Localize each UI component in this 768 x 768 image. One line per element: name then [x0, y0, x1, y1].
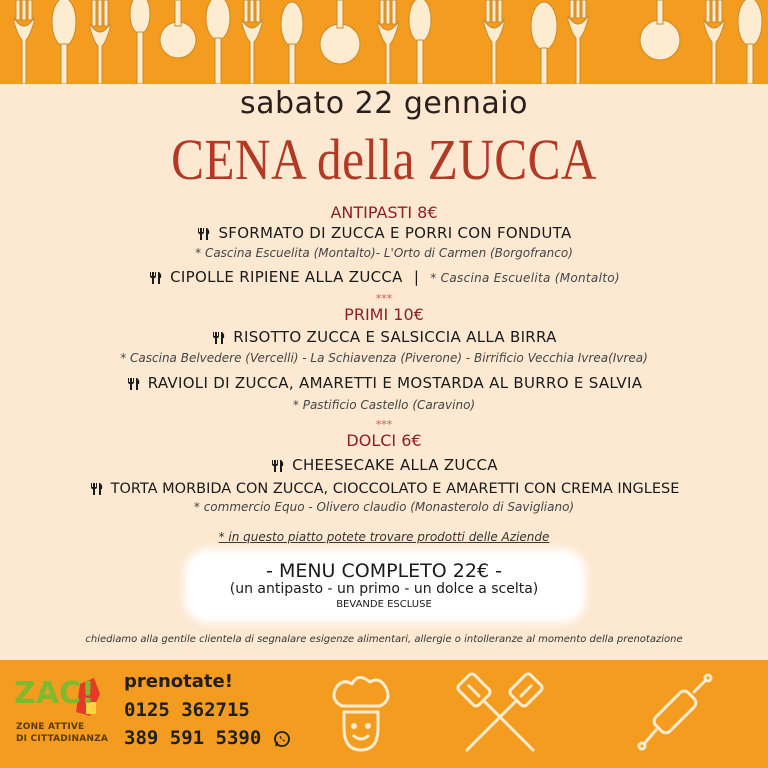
menu-complete-subtitle: (un antipasto - un primo - un dolce a scelta) — [229, 581, 539, 597]
spoon-icon — [281, 2, 303, 84]
spoon-icon — [52, 0, 76, 84]
menu-drinks-note: BEVANDE ESCLUSE — [336, 599, 432, 610]
cutlery-icon — [196, 227, 212, 241]
dish-supplier: * Pastificio Castello (Caravino) — [292, 398, 476, 412]
dish-row — [0, 268, 768, 286]
fork-icon — [14, 0, 34, 84]
event-date: sabato 22 gennaio — [240, 86, 528, 121]
chef-icon — [324, 670, 398, 756]
fork-icon — [704, 0, 724, 84]
dish-name: RAVIOLI DI ZUCCA, AMARETTI E MOSTARDA AL BURRO E SALVIA — [147, 374, 643, 392]
divider-stars: *** — [375, 292, 393, 305]
section-primi: PRIMI 10€ — [344, 305, 424, 324]
dish-row — [0, 456, 768, 474]
booking-label: prenotate! — [124, 671, 233, 692]
spoon-icon — [531, 2, 557, 84]
spoon-icon — [409, 0, 431, 84]
menu-complete-title: - MENU COMPLETO 22€ - — [266, 560, 502, 582]
phone-landline[interactable]: 0125 362715 — [124, 699, 250, 721]
dish-supplier: * Cascina Belvedere (Vercelli) - La Schiavenza (Piverone) - Birrificio Vecchia Ivrea(Ivrea) — [120, 351, 648, 365]
logo-line1: ZONE ATTIVE — [16, 722, 85, 732]
dish-name: RISOTTO ZUCCA E SALSICCIA ALLA BIRRA — [233, 328, 557, 346]
cutlery-icon — [211, 331, 227, 345]
dish-row — [0, 481, 768, 497]
section-antipasti: ANTIPASTI 8€ — [330, 203, 438, 222]
dish-name: CHEESECAKE ALLA ZUCCA — [292, 456, 498, 474]
dish-supplier: * Cascina Escuelita (Montalto) — [430, 271, 620, 285]
dish-name: TORTA MORBIDA CON ZUCCA, CIOCCOLATO E AMARETTI CON CREMA INGLESE — [110, 481, 680, 497]
dish-row — [0, 328, 768, 346]
ladle-icon — [640, 0, 680, 60]
spoon-icon — [130, 0, 150, 84]
phone-mobile-number[interactable]: 389 591 5390 — [124, 727, 262, 749]
logo-word: ZAC! — [14, 676, 95, 711]
dish-supplier: * commercio Equo - Olivero claudio (Monasterolo di Savigliano) — [193, 500, 575, 514]
ladle-icon — [320, 0, 360, 64]
header-band — [0, 0, 768, 84]
phone-mobile — [124, 727, 291, 749]
dish-supplier: * Cascina Escuelita (Montalto)- L'Orto di Carmen (Borgofranco) — [195, 246, 573, 260]
section-dolci: DOLCI 6€ — [346, 431, 422, 450]
divider-stars: *** — [375, 418, 393, 431]
logo-line2: DI CITTADINANZA — [16, 734, 108, 744]
cutlery-pattern — [0, 0, 768, 84]
dish-name: CIPOLLE RIPIENE ALLA ZUCCA — [170, 268, 403, 286]
fork-icon — [242, 0, 262, 84]
dish-separator: | — [413, 268, 420, 286]
rolling-pin-icon — [630, 668, 720, 758]
dish-row — [0, 224, 768, 242]
fork-icon — [90, 0, 110, 84]
dish-name: SFORMATO DI ZUCCA E PORRI CON FONDUTA — [218, 224, 572, 242]
allergy-footnote: chiediamo alla gentile clientela di segnalare esigenze alimentari, allergie o intolleranze al momento della prenotazione — [85, 634, 683, 645]
event-title: CENA della ZUCCA — [171, 127, 597, 192]
ladle-icon — [160, 0, 196, 58]
supplier-note: * in questo piatto potete trovare prodotti delle Aziende — [218, 530, 550, 544]
fork-icon — [568, 0, 588, 84]
fork-icon — [484, 0, 504, 84]
spoon-icon — [738, 0, 762, 84]
dish-row — [0, 374, 768, 392]
fork-icon — [378, 0, 398, 84]
whatsapp-icon[interactable] — [273, 730, 291, 748]
cutlery-icon — [148, 271, 164, 285]
cutlery-icon — [270, 459, 286, 473]
spoon-icon — [206, 0, 230, 84]
cutlery-icon — [89, 482, 105, 496]
cutlery-icon — [126, 377, 142, 391]
crossed-spatulas-icon — [455, 668, 545, 758]
